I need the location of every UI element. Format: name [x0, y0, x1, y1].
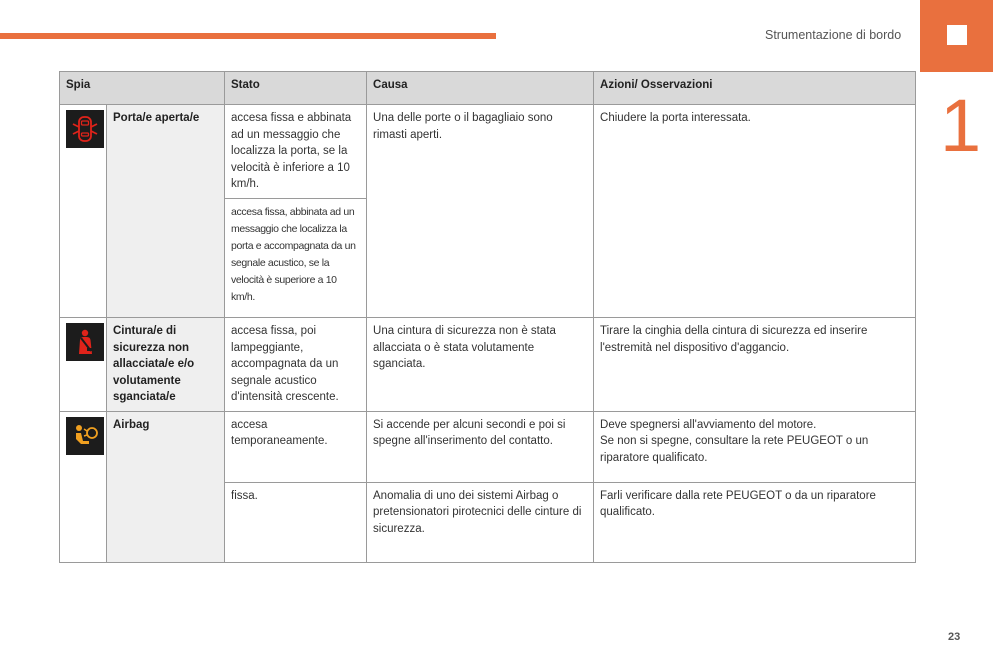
icon-cell	[60, 105, 107, 318]
state-cell: accesa fissa e abbinata ad un messaggio che localizza la porta, se la velocità è inferiore a 10 km/h.	[225, 105, 367, 199]
table-header-row	[60, 72, 916, 105]
row-name: Cintura/e di sicurezza non allacciata/e e/o volutamente sganciata/e	[107, 318, 225, 412]
table-row	[60, 411, 916, 482]
icon-cell	[60, 411, 107, 562]
cause-cell: Una delle porte o il bagagliaio sono rimasti aperti.	[367, 105, 594, 318]
state-cell: fissa.	[225, 482, 367, 562]
icon-cell	[60, 318, 107, 412]
header-azioni: Azioni/ Osservazioni	[594, 72, 916, 105]
chapter-number: 1	[940, 84, 982, 167]
state-cell: accesa temporaneamente.	[225, 411, 367, 482]
cause-cell: Si accende per alcuni secondi e poi si spegne all'inserimento del contatto.	[367, 411, 594, 482]
section-title: Strumentazione di bordo	[765, 28, 902, 42]
header-spia: Spia	[60, 72, 225, 105]
action-cell: Tirare la cinghia della cintura di sicurezza ed inserire l'estremità nel dispositivo d'aggancio.	[594, 318, 916, 412]
table-row	[60, 318, 916, 412]
airbag-icon	[66, 417, 104, 455]
cause-cell: Anomalia di uno dei sistemi Airbag o pretensionatori pirotecnici delle cinture di sicurezza.	[367, 482, 594, 562]
action-line: Se non si spegne, consultare la rete PEUGEOT o un riparatore qualificato.	[600, 435, 869, 464]
row-name: Porta/e aperta/e	[107, 105, 225, 318]
header-causa: Causa	[367, 72, 594, 105]
action-cell	[594, 411, 916, 482]
header-accent-bar	[0, 33, 496, 39]
door-open-icon	[66, 110, 104, 148]
chapter-tab-square-icon	[947, 25, 967, 45]
row-name: Airbag	[107, 411, 225, 562]
warning-lights-table	[59, 71, 916, 563]
seatbelt-icon	[66, 323, 104, 361]
cause-cell: Una cintura di sicurezza non è stata allacciata o è stata volutamente sganciata.	[367, 318, 594, 412]
state-cell: accesa fissa, poi lampeggiante, accompagnata da un segnale acustico d'intensità crescente.	[225, 318, 367, 412]
action-cell: Farli verificare dalla rete PEUGEOT o da un riparatore qualificato.	[594, 482, 916, 562]
page-number: 23	[948, 631, 961, 643]
state-cell: accesa fissa, abbinata ad un messaggio che localizza la porta e accompagnata da un segnale acustico, se la velocità è superiore a 10 km/h.	[225, 199, 367, 318]
action-line: Deve spegnersi all'avviamento del motore.	[600, 418, 817, 431]
header-stato: Stato	[225, 72, 367, 105]
action-cell: Chiudere la porta interessata.	[594, 105, 916, 318]
table-row	[60, 105, 916, 199]
